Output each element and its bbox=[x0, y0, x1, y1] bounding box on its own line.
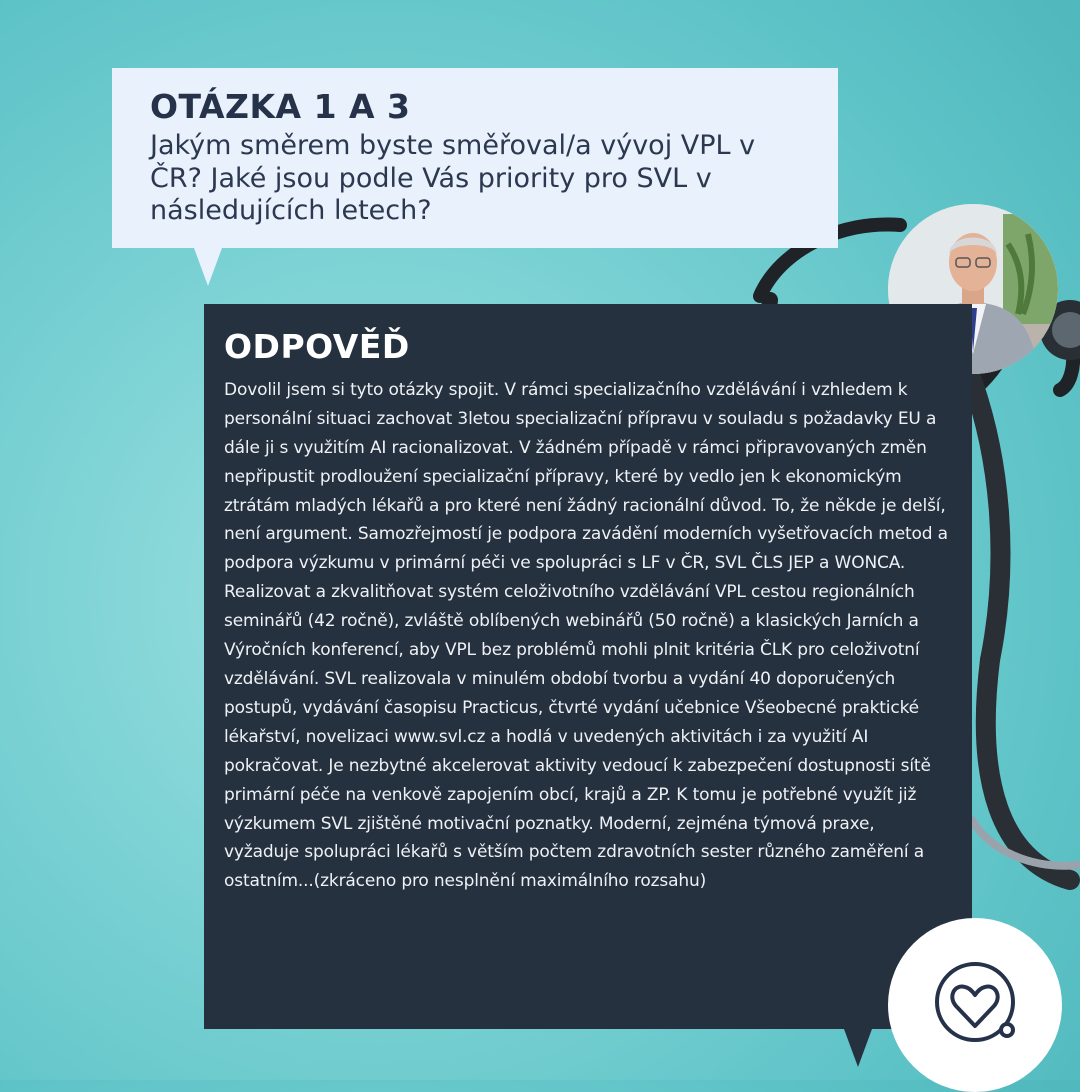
question-bubble bbox=[112, 68, 838, 248]
heart-stethoscope-icon bbox=[930, 960, 1020, 1050]
answer-box bbox=[204, 304, 972, 1029]
logo-badge bbox=[888, 918, 1062, 1092]
answer-title: ODPOVĚĎ bbox=[224, 327, 410, 366]
question-title: OTÁZKA 1 A 3 bbox=[150, 87, 411, 126]
answer-text: Dovolil jsem si tyto otázky spojit. V rámci specializačního vzdělávání i vzhledem k personální situaci zachovat 3letou specializační přípravu v souladu s požadavky EU a dále ji s využitím AI racionalizovat. V žádném případě v rámci připravovaných změn nepřipustit prodloužení specializační přípravy, které by vedlo jen k ekonomickým ztrátám mladých lékařů a pro které není žádný racionální důvod. To, že někde je delší, není argument. Samozřejmostí je podpora zavádění moderních vyšetřovacích metod a podpora výzkumu v primární péči ve spolupráci s LF v ČR, SVL ČLS JEP a WONCA. Realizovat a zkvalitňovat systém celoživotního vzdělávání VPL cestou regionálních seminářů (42 ročně), zvláště oblíbených webinářů (50 ročně) a klasických Jarních a Výročních konferencí, aby VPL bez problémů mohli plnit kritéria ČLK pro celoživotní vzdělávání. SVL realizovala v minulém období tvorbu a vydání 40 doporučených postupů, vydávání časopisu Practicus, čtvrté vydání učebnice Všeobecné praktické lékařství, novelizaci www.svl.cz a hodlá v uvedených aktivitách i za využití AI pokračovat. Je nezbytné akcelerovat aktivity vedoucí k zabezpečení dostupnosti sítě primární péče na venkově zapojením obcí, krajů a ZP. K tomu je potřebné využít již výzkumem SVL zjištěné motivační poznatky. Moderní, zejména týmová praxe, vyžaduje spolupráci lékařů s větším počtem zdravotních sester různého zaměření a ostatním...(zkráceno pro nesplnění maximálního rozsahu) bbox=[224, 379, 948, 892]
question-text: Jakým směrem byste směřoval/a vývoj VPL v ČR? Jaké jsou podle Vás priority pro SVL v následujících letech? bbox=[150, 129, 756, 227]
